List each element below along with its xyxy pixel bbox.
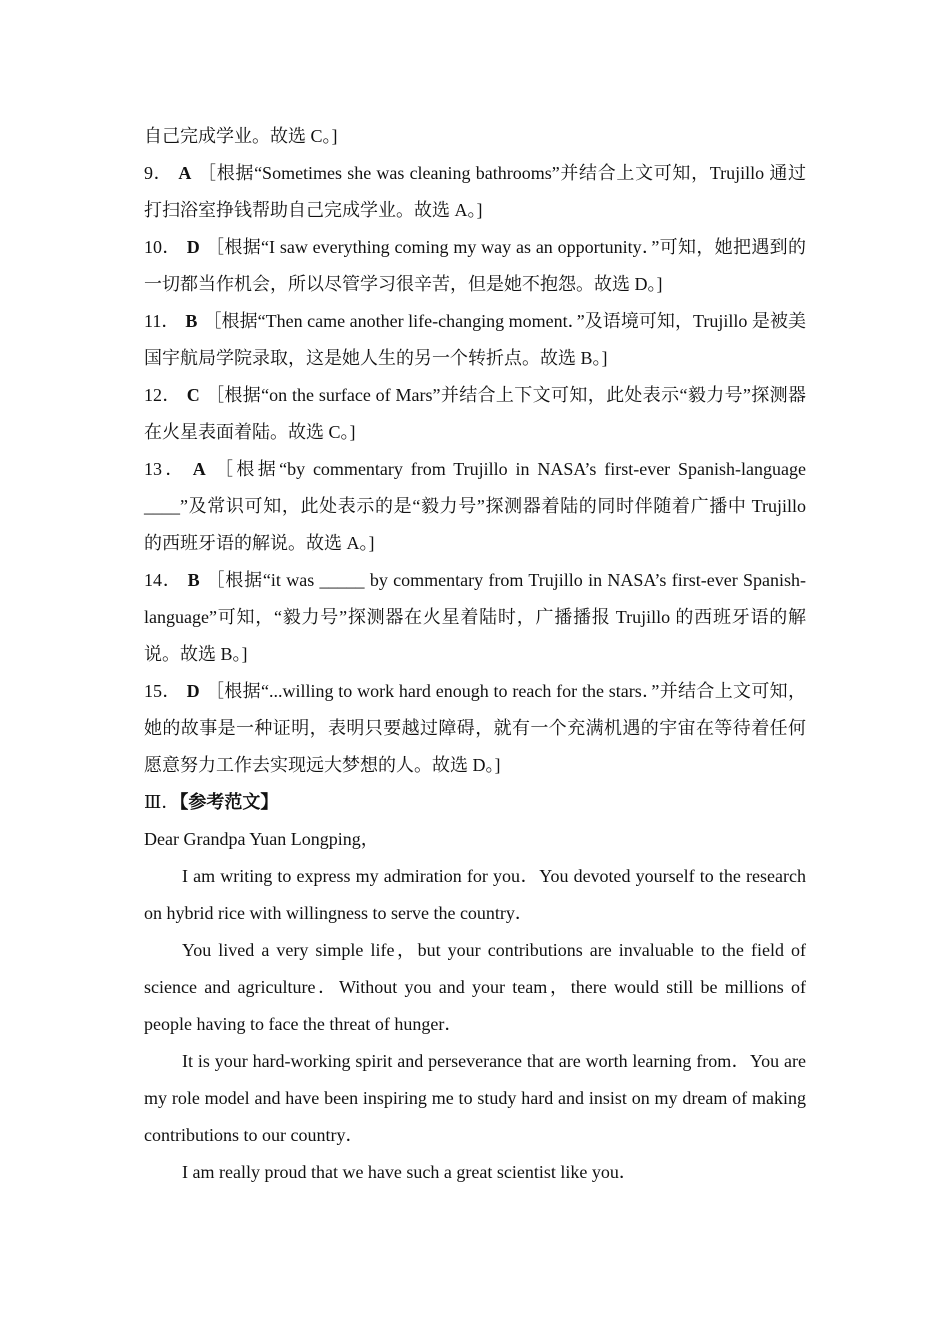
essay-paragraph: I am really proud that we have such a great scientist like you． [182,1162,637,1182]
essay-paragraph: You lived a very simple life，but your contributions are invaluable to the field of science and agriculture．Without you and your team，there would still be millions of people having to face the threat of hunger． [144,940,806,1034]
item-answer: D [186,681,200,701]
item-number: 14． [144,570,182,590]
answer-item-10 [144,229,806,303]
essay-paragraph: It is your hard-working spirit and perseverance that are worth learning from．You are my role model and have been inspiring me to study hard and insist on my dream of making contributions to our country． [144,1051,806,1145]
item-explanation: ［根据“on the surface of Mars”并结合上下文可知，此处表示“毅力号”探测器在火星表面着陆。故选 C。] [144,385,806,442]
item-explanation: ［根据“I saw everything coming my way as an opportunity．”可知，她把遇到的一切都当作机会，所以尽管学习很辛苦，但是她不抱怨。故选 D。] [144,237,807,294]
page-content [144,118,806,1191]
item-explanation: ［根据“Sometimes she was cleaning bathrooms”并结合上文可知，Trujillo 通过打扫浴室挣钱帮助自己完成学业。故选 A。] [144,163,806,220]
answer-item-13 [144,451,806,562]
answer-item-14 [144,562,806,673]
item-answer: B [185,311,198,331]
item-explanation: ［根据“...willing to work hard enough to reach for the stars．”并结合上文可知，她的故事是一种证明，表明只要越过障碍，就有一个充满机遇的宇宙在等待着任何愿意努力工作去实现远大梦想的人。故选 D。] [144,681,806,775]
item-number: 9． [144,163,173,183]
section-number: Ⅲ． [144,792,180,812]
essay-paragraph: I am writing to express my admiration for you．You devoted yourself to the research on hybrid rice with willingness to serve the country． [144,866,806,923]
answer-item-15 [144,673,806,784]
item-number: 15． [144,681,181,701]
item-answer: D [186,237,200,257]
item-answer: B [187,570,200,590]
section-title: 【参考范文】 [179,792,279,812]
essay-salutation: Dear Grandpa Yuan Longping， [144,829,379,849]
answer-item-9 [144,155,806,229]
item-explanation: ［根据“Then came another life-changing moment．”及语境可知，Trujillo 是被美国宇航局学院录取，这是她人生的另一个转折点。故选 B。] [144,311,806,368]
item-explanation: ［根据“it was _____ by commentary from Trujillo in NASA’s first-ever Spanish-language”可知，“毅力号”探测器在火星着陆时，广播播报 Trujillo 的西班牙语的解说。故选 B。] [144,570,806,664]
item-explanation: ［根据“by commentary from Trujillo in NASA’s first-ever Spanish-language ____”及常识可知，此处表示的是“毅力号”探测器着陆的同时伴随着广播中 Trujillo 的西班牙语的解说。故选 A。] [144,459,806,553]
section-heading [144,784,806,821]
answer-item-12 [144,377,806,451]
item-answer: C [186,385,200,405]
item-answer: A [178,163,192,183]
item-number: 10． [144,237,181,257]
item-answer: A [192,459,206,479]
item-number: 11． [144,311,180,331]
item-number: 12． [144,385,181,405]
continued-line: 自己完成学业。故选 C。] [144,126,338,146]
item-number: 13． [144,459,187,479]
answer-item-11 [144,303,806,377]
